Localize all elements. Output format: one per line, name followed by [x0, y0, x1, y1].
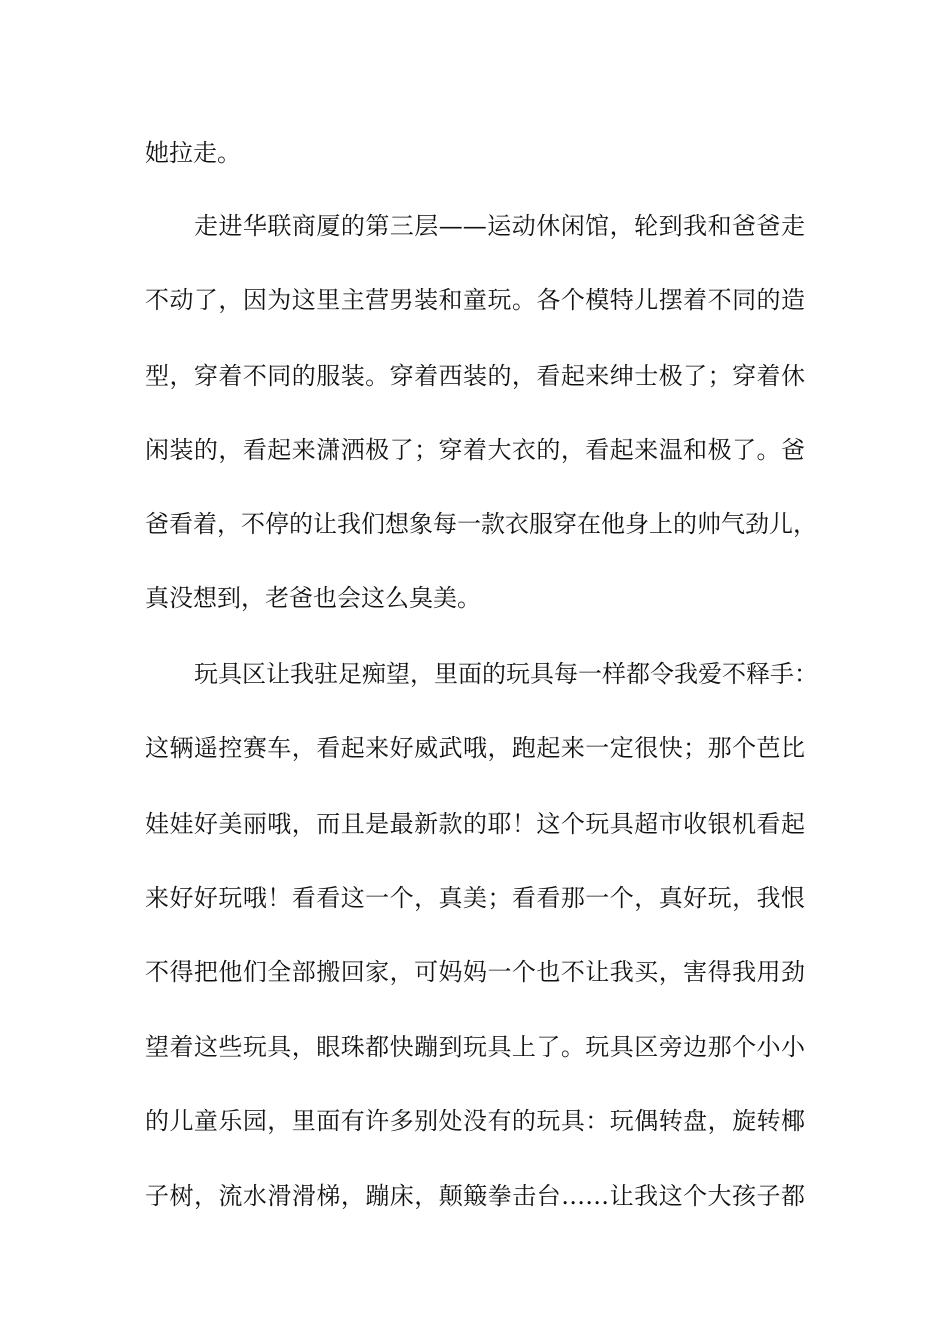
- text-line-14: 的儿童乐园，里面有许多别处没有的玩具：玩偶转盘，旋转椰: [145, 1107, 805, 1135]
- text-line-6: 爸看着，不停的让我们想象每一款衣服穿在他身上的帅气劲儿，: [145, 510, 817, 538]
- text-line-3: 不动了，因为这里主营男装和童玩。各个模特儿摆着不同的造: [145, 286, 805, 314]
- text-line-1: 她拉走。: [145, 139, 241, 167]
- text-line-5: 闲装的，看起来潇洒极了；穿着大衣的，看起来温和极了。爸: [145, 436, 805, 464]
- text-line-13: 望着这些玩具，眼珠都快蹦到玩具上了。玩具区旁边那个小小: [145, 1033, 805, 1061]
- text-line-10: 娃娃好美丽哦，而且是最新款的耶！这个玩具超市收银机看起: [145, 810, 805, 838]
- text-line-7: 真没想到，老爸也会这么臭美。: [145, 584, 481, 612]
- text-line-12: 不得把他们全部搬回家，可妈妈一个也不让我买，害得我用劲: [145, 958, 805, 986]
- text-line-11: 来好好玩哦！看看这一个，真美；看看那一个，真好玩，我恨: [145, 884, 805, 912]
- text-line-4: 型，穿着不同的服装。穿着西装的，看起来绅士极了；穿着休: [145, 362, 805, 390]
- text-line-8: 玩具区让我驻足痴望，里面的玩具每一样都令我爱不释手：: [194, 660, 818, 688]
- text-line-9: 这辆遥控赛车，看起来好威武哦，跑起来一定很快；那个芭比: [145, 734, 805, 762]
- text-line-15: 子树，流水滑滑梯，蹦床，颠簸拳击台……让我这个大孩子都: [145, 1182, 805, 1210]
- text-line-2: 走进华联商厦的第三层——运动休闲馆，轮到我和爸爸走: [194, 212, 805, 240]
